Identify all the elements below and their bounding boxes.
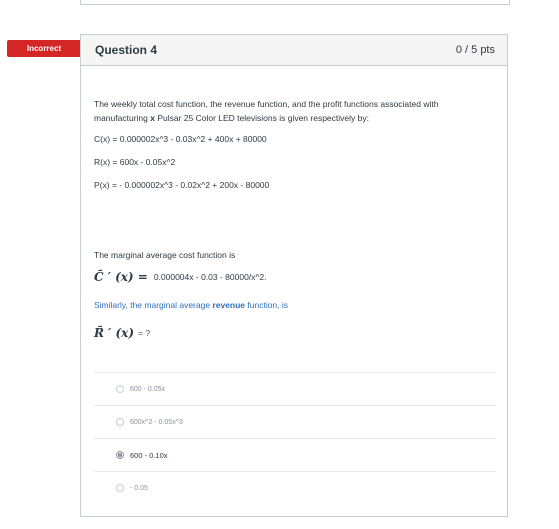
previous-question-card [80,0,510,5]
radio-button[interactable] [116,418,124,426]
answer-option[interactable] [94,405,496,438]
similarly-text-2: function, is [245,300,289,310]
answer-option-selected[interactable] [94,438,496,471]
profit-equation: P(x) = - 0.000002x^3 - 0.02x^2 + 200x - 80000 [94,180,270,190]
radio-button-selected[interactable] [116,451,124,459]
radio-button[interactable] [116,385,124,393]
question-body [94,97,494,192]
intro-variable: x [150,113,155,123]
question-card [80,34,508,517]
cbar-value: 0.000004x - 0.03 - 80000/x^2. [153,272,267,282]
question-title: Question 4 [95,43,158,57]
answer-option[interactable] [94,471,496,504]
answer-label: 600 - 0.10x [130,450,168,460]
answer-label: - 0.05 [130,484,148,492]
incorrect-badge [7,40,81,57]
answer-label: 600 - 0.05x [130,385,166,393]
question-intro [94,97,494,125]
answer-list [94,372,496,504]
similarly-text-1: Similarly, the marginal average [94,300,213,310]
answer-label: 600x^2 - 0.05x^3 [130,418,183,426]
rbar-symbol: R̄ ′ (x) [94,326,135,340]
marginal-cost-text: The marginal average cost function is [94,250,236,260]
intro-text-1: The weekly total cost function, the revenue function, and the profit functions associated with manufacturing [94,99,439,123]
cbar-symbol: C̄ ′ (x) = [94,270,148,284]
marginal-revenue-formula [94,326,150,340]
incorrect-badge-label: Incorrect [26,44,62,53]
radio-button[interactable] [116,484,124,492]
answer-option[interactable] [94,372,496,405]
similarly-bold: revenue [212,300,246,310]
cost-equation: C(x) = 0.000002x^3 - 0.03x^2 + 400x + 80000 [94,134,267,144]
similarly-text [94,300,288,310]
revenue-equation: R(x) = 600x - 0.05x^2 [94,157,176,167]
marginal-cost-formula [94,270,267,284]
intro-text-2: Pulsar 25 Color LED televisions is given respectively by: [154,113,369,123]
rbar-suffix: = ? [138,328,151,338]
question-header [81,35,507,66]
question-points: 0 / 5 pts [455,44,495,56]
